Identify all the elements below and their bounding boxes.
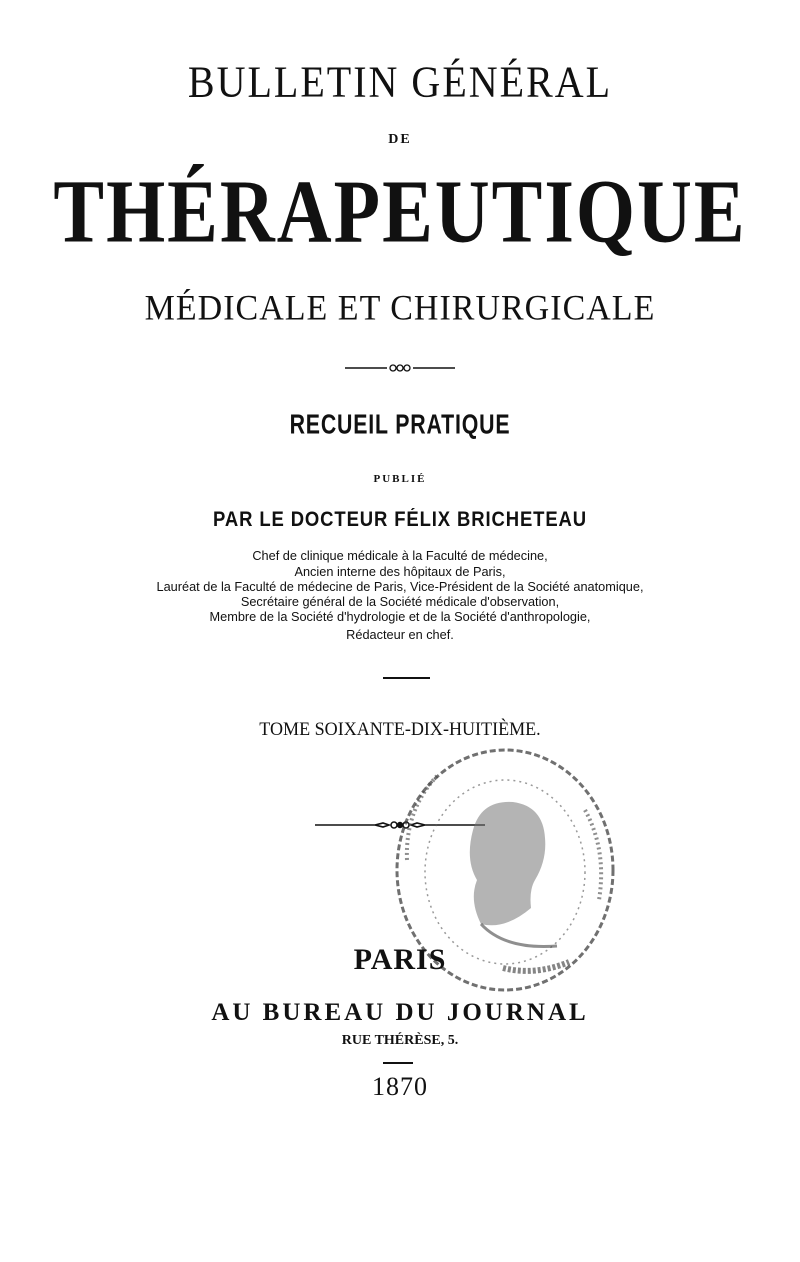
title-connector: DE (388, 132, 412, 147)
credential-line: Membre de la Société d'hydrologie et de la Société d'anthropologie, (209, 609, 591, 624)
publisher-city: PARIS (353, 943, 447, 976)
credential-line: Rédacteur en chef. (346, 627, 454, 642)
page-title-top: BULLETIN GÉNÉRAL (187, 56, 613, 107)
year-rule (383, 1062, 413, 1064)
collection-title: RECUEIL PRATIQUE (289, 408, 511, 440)
page-subtitle: MÉDICALE ET CHIRURGICALE (144, 289, 656, 328)
credential-line: Ancien interne des hôpitaux de Paris, (294, 564, 506, 579)
volume-label: TOME SOIXANTE-DIX-HUITIÈME. (259, 719, 541, 740)
short-rule (383, 677, 430, 679)
ornament-divider-1 (0, 362, 800, 374)
publisher-address: RUE THÉRÈSE, 5. (341, 1033, 459, 1048)
publication-year: 1870 (372, 1072, 428, 1101)
main-title: THÉRAPEUTIQUE (53, 162, 747, 262)
editor-line: PAR LE DOCTEUR FÉLIX BRICHETEAU (213, 508, 587, 531)
publisher-name: AU BUREAU DU JOURNAL (211, 999, 589, 1026)
credential-line: Chef de clinique médicale à la Faculté de médecine, (252, 548, 548, 563)
published-label: PUBLIÉ (373, 473, 427, 485)
credential-line: Lauréat de la Faculté de médecine de Paris, Vice-Président de la Société anatomique, (156, 579, 644, 594)
credential-line: Secrétaire général de la Société médicale d'observation, (240, 594, 560, 609)
